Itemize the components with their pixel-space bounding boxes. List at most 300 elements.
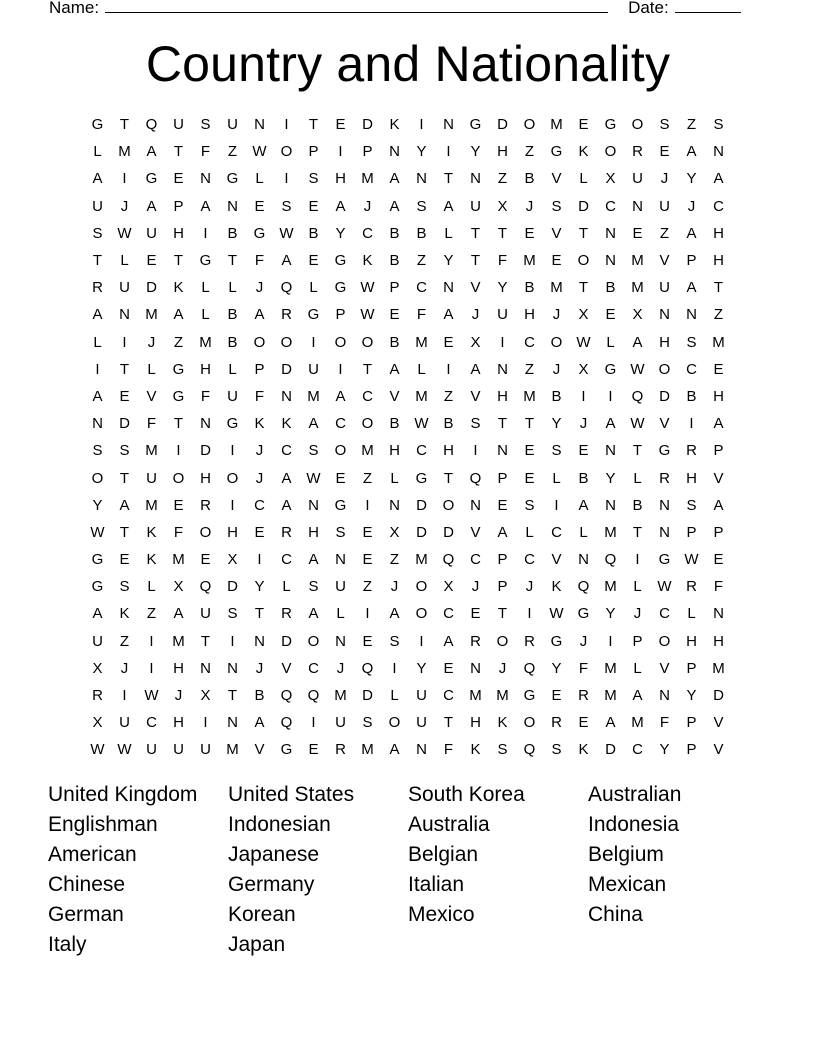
grid-letter[interactable]: E bbox=[173, 170, 184, 188]
grid-letter[interactable]: D bbox=[362, 116, 373, 134]
grid-letter[interactable]: C bbox=[551, 523, 562, 541]
grid-letter[interactable]: W bbox=[144, 687, 159, 705]
grid-letter[interactable]: T bbox=[119, 116, 130, 134]
grid-letter[interactable]: K bbox=[497, 714, 508, 732]
grid-letter[interactable]: I bbox=[689, 415, 694, 433]
grid-letter[interactable]: I bbox=[554, 496, 559, 514]
grid-letter[interactable]: B bbox=[227, 306, 238, 324]
grid-letter[interactable]: I bbox=[284, 116, 289, 134]
grid-letter[interactable]: F bbox=[659, 714, 670, 732]
grid-letter[interactable]: O bbox=[199, 523, 212, 541]
grid-letter[interactable]: I bbox=[419, 116, 424, 134]
grid-letter[interactable]: Q bbox=[442, 551, 455, 569]
grid-letter[interactable]: F bbox=[713, 578, 724, 596]
grid-letter[interactable]: P bbox=[308, 143, 319, 161]
grid-letter[interactable]: E bbox=[200, 551, 211, 569]
grid-letter[interactable]: C bbox=[470, 551, 481, 569]
grid-letter[interactable]: H bbox=[497, 387, 508, 405]
grid-letter[interactable]: N bbox=[470, 170, 481, 188]
grid-letter[interactable]: Y bbox=[497, 279, 508, 297]
grid-letter[interactable]: E bbox=[335, 116, 346, 134]
grid-letter[interactable]: T bbox=[173, 252, 184, 270]
grid-letter[interactable]: G bbox=[226, 170, 239, 188]
grid-letter[interactable]: D bbox=[227, 578, 238, 596]
grid-letter[interactable]: D bbox=[713, 687, 724, 705]
grid-letter[interactable]: O bbox=[388, 714, 401, 732]
grid-letter[interactable]: G bbox=[577, 605, 590, 623]
grid-letter[interactable]: H bbox=[713, 224, 724, 242]
grid-letter[interactable]: E bbox=[308, 741, 319, 759]
grid-letter[interactable]: H bbox=[227, 523, 238, 541]
grid-letter[interactable]: M bbox=[145, 306, 158, 324]
grid-letter[interactable]: P bbox=[389, 279, 400, 297]
grid-letter[interactable]: R bbox=[281, 306, 292, 324]
grid-letter[interactable]: A bbox=[578, 496, 589, 514]
grid-letter[interactable]: U bbox=[227, 116, 238, 134]
grid-letter[interactable]: C bbox=[146, 714, 157, 732]
grid-letter[interactable]: V bbox=[659, 252, 670, 270]
grid-letter[interactable]: D bbox=[416, 496, 427, 514]
grid-letter[interactable]: F bbox=[497, 252, 508, 270]
grid-letter[interactable]: M bbox=[469, 687, 482, 705]
grid-letter[interactable]: Z bbox=[659, 224, 670, 242]
grid-letter[interactable]: G bbox=[280, 741, 293, 759]
grid-letter[interactable]: M bbox=[307, 387, 320, 405]
grid-letter[interactable]: C bbox=[254, 496, 265, 514]
grid-letter[interactable]: M bbox=[631, 252, 644, 270]
grid-letter[interactable]: C bbox=[524, 551, 535, 569]
grid-letter[interactable]: M bbox=[631, 714, 644, 732]
grid-letter[interactable]: M bbox=[604, 523, 617, 541]
grid-letter[interactable]: I bbox=[608, 632, 613, 650]
grid-letter[interactable]: O bbox=[280, 333, 293, 351]
grid-letter[interactable]: M bbox=[172, 551, 185, 569]
grid-letter[interactable]: S bbox=[119, 442, 130, 460]
grid-letter[interactable]: K bbox=[470, 741, 481, 759]
grid-letter[interactable]: I bbox=[500, 333, 505, 351]
grid-letter[interactable]: E bbox=[578, 442, 589, 460]
grid-letter[interactable]: D bbox=[416, 523, 427, 541]
grid-letter[interactable]: F bbox=[254, 387, 265, 405]
grid-letter[interactable]: A bbox=[119, 496, 130, 514]
grid-letter[interactable]: H bbox=[497, 143, 508, 161]
grid-letter[interactable]: J bbox=[579, 632, 588, 650]
grid-letter[interactable]: G bbox=[415, 469, 428, 487]
grid-letter[interactable]: I bbox=[230, 632, 235, 650]
grid-letter[interactable]: N bbox=[227, 659, 238, 677]
grid-letter[interactable]: K bbox=[146, 551, 157, 569]
grid-letter[interactable]: L bbox=[633, 469, 642, 487]
grid-letter[interactable]: E bbox=[659, 143, 670, 161]
grid-letter[interactable]: O bbox=[415, 605, 428, 623]
grid-letter[interactable]: T bbox=[632, 523, 643, 541]
grid-letter[interactable]: P bbox=[686, 523, 697, 541]
grid-letter[interactable]: U bbox=[632, 170, 643, 188]
grid-letter[interactable]: T bbox=[119, 469, 130, 487]
grid-letter[interactable]: E bbox=[362, 632, 373, 650]
grid-letter[interactable]: G bbox=[658, 442, 671, 460]
grid-letter[interactable]: W bbox=[549, 605, 564, 623]
grid-letter[interactable]: N bbox=[92, 415, 103, 433]
grid-letter[interactable]: U bbox=[173, 741, 184, 759]
grid-letter[interactable]: Q bbox=[361, 659, 374, 677]
name-field[interactable] bbox=[105, 0, 608, 13]
grid-letter[interactable]: C bbox=[443, 605, 454, 623]
grid-letter[interactable]: B bbox=[578, 469, 589, 487]
grid-letter[interactable]: A bbox=[308, 551, 319, 569]
grid-letter[interactable]: C bbox=[605, 197, 616, 215]
grid-letter[interactable]: Q bbox=[469, 469, 482, 487]
grid-letter[interactable]: S bbox=[470, 415, 481, 433]
grid-letter[interactable]: Y bbox=[416, 143, 427, 161]
grid-letter[interactable]: K bbox=[551, 578, 562, 596]
grid-letter[interactable]: Y bbox=[686, 687, 697, 705]
grid-letter[interactable]: E bbox=[524, 442, 535, 460]
grid-letter[interactable]: V bbox=[659, 659, 670, 677]
grid-letter[interactable]: B bbox=[389, 252, 400, 270]
grid-letter[interactable]: H bbox=[443, 442, 454, 460]
grid-letter[interactable]: L bbox=[336, 605, 345, 623]
grid-letter[interactable]: E bbox=[362, 523, 373, 541]
grid-letter[interactable]: I bbox=[608, 387, 613, 405]
grid-letter[interactable]: R bbox=[281, 523, 292, 541]
grid-letter[interactable]: L bbox=[633, 578, 642, 596]
grid-letter[interactable]: V bbox=[470, 387, 481, 405]
grid-letter[interactable]: N bbox=[200, 415, 211, 433]
grid-letter[interactable]: K bbox=[146, 523, 157, 541]
grid-letter[interactable]: N bbox=[659, 523, 670, 541]
grid-letter[interactable]: B bbox=[227, 224, 238, 242]
grid-letter[interactable]: P bbox=[173, 197, 184, 215]
grid-letter[interactable]: Y bbox=[605, 605, 616, 623]
grid-letter[interactable]: R bbox=[470, 632, 481, 650]
grid-letter[interactable]: J bbox=[255, 659, 264, 677]
grid-letter[interactable]: T bbox=[497, 224, 508, 242]
grid-letter[interactable]: M bbox=[226, 741, 239, 759]
grid-letter[interactable]: J bbox=[633, 605, 642, 623]
grid-letter[interactable]: T bbox=[470, 224, 481, 242]
grid-letter[interactable]: L bbox=[228, 360, 237, 378]
grid-letter[interactable]: U bbox=[200, 741, 211, 759]
grid-letter[interactable]: P bbox=[362, 143, 373, 161]
grid-letter[interactable]: L bbox=[525, 523, 534, 541]
grid-letter[interactable]: A bbox=[497, 523, 508, 541]
grid-letter[interactable]: J bbox=[552, 306, 561, 324]
grid-letter[interactable]: N bbox=[416, 170, 427, 188]
grid-letter[interactable]: W bbox=[117, 224, 132, 242]
grid-letter[interactable]: N bbox=[200, 659, 211, 677]
grid-letter[interactable]: C bbox=[659, 605, 670, 623]
grid-letter[interactable]: A bbox=[632, 687, 643, 705]
grid-letter[interactable]: N bbox=[254, 632, 265, 650]
grid-letter[interactable]: Z bbox=[227, 143, 238, 161]
grid-letter[interactable]: E bbox=[119, 387, 130, 405]
grid-letter[interactable]: R bbox=[335, 741, 346, 759]
grid-letter[interactable]: N bbox=[227, 714, 238, 732]
grid-letter[interactable]: Y bbox=[659, 741, 670, 759]
grid-letter[interactable]: E bbox=[524, 224, 535, 242]
grid-letter[interactable]: J bbox=[147, 333, 156, 351]
grid-letter[interactable]: C bbox=[362, 224, 373, 242]
grid-letter[interactable]: X bbox=[92, 714, 103, 732]
grid-letter[interactable]: X bbox=[605, 170, 616, 188]
grid-letter[interactable]: T bbox=[200, 632, 211, 650]
grid-letter[interactable]: P bbox=[686, 741, 697, 759]
grid-letter[interactable]: S bbox=[92, 224, 103, 242]
grid-letter[interactable]: L bbox=[201, 306, 210, 324]
grid-letter[interactable]: S bbox=[92, 442, 103, 460]
grid-letter[interactable]: G bbox=[199, 252, 212, 270]
grid-letter[interactable]: H bbox=[686, 469, 697, 487]
grid-letter[interactable]: N bbox=[686, 306, 697, 324]
grid-letter[interactable]: M bbox=[712, 659, 725, 677]
grid-letter[interactable]: Z bbox=[443, 387, 454, 405]
grid-letter[interactable]: G bbox=[550, 143, 563, 161]
grid-letter[interactable]: U bbox=[659, 197, 670, 215]
grid-letter[interactable]: N bbox=[632, 197, 643, 215]
grid-letter[interactable]: L bbox=[579, 523, 588, 541]
grid-letter[interactable]: O bbox=[172, 469, 185, 487]
grid-letter[interactable]: N bbox=[227, 197, 238, 215]
grid-letter[interactable]: F bbox=[416, 306, 427, 324]
grid-letter[interactable]: C bbox=[632, 741, 643, 759]
grid-letter[interactable]: T bbox=[713, 279, 724, 297]
grid-letter[interactable]: U bbox=[173, 116, 184, 134]
grid-letter[interactable]: B bbox=[308, 224, 319, 242]
grid-letter[interactable]: Y bbox=[605, 469, 616, 487]
grid-letter[interactable]: T bbox=[119, 523, 130, 541]
grid-letter[interactable]: N bbox=[389, 496, 400, 514]
grid-letter[interactable]: N bbox=[605, 442, 616, 460]
grid-letter[interactable]: Q bbox=[199, 578, 212, 596]
grid-letter[interactable]: G bbox=[523, 687, 536, 705]
grid-letter[interactable]: B bbox=[524, 279, 535, 297]
grid-letter[interactable]: B bbox=[686, 387, 697, 405]
grid-letter[interactable]: Y bbox=[443, 252, 454, 270]
grid-letter[interactable]: F bbox=[200, 387, 211, 405]
grid-letter[interactable]: M bbox=[361, 170, 374, 188]
grid-letter[interactable]: U bbox=[119, 714, 130, 732]
grid-letter[interactable]: V bbox=[146, 387, 157, 405]
grid-letter[interactable]: B bbox=[389, 333, 400, 351]
grid-letter[interactable]: G bbox=[172, 387, 185, 405]
grid-letter[interactable]: U bbox=[146, 741, 157, 759]
grid-letter[interactable]: E bbox=[146, 252, 157, 270]
grid-letter[interactable]: B bbox=[416, 224, 427, 242]
grid-letter[interactable]: A bbox=[308, 605, 319, 623]
grid-letter[interactable]: S bbox=[551, 442, 562, 460]
grid-letter[interactable]: O bbox=[550, 333, 563, 351]
grid-letter[interactable]: D bbox=[281, 632, 292, 650]
grid-letter[interactable]: H bbox=[713, 387, 724, 405]
grid-letter[interactable]: I bbox=[527, 605, 532, 623]
grid-letter[interactable]: W bbox=[306, 469, 321, 487]
grid-letter[interactable]: Q bbox=[280, 687, 293, 705]
grid-letter[interactable]: T bbox=[578, 224, 589, 242]
grid-letter[interactable]: G bbox=[226, 415, 239, 433]
grid-letter[interactable]: G bbox=[658, 551, 671, 569]
grid-letter[interactable]: J bbox=[255, 442, 264, 460]
grid-letter[interactable]: K bbox=[119, 605, 130, 623]
grid-letter[interactable]: U bbox=[92, 197, 103, 215]
grid-letter[interactable]: L bbox=[228, 279, 237, 297]
grid-letter[interactable]: H bbox=[335, 170, 346, 188]
grid-letter[interactable]: E bbox=[632, 224, 643, 242]
grid-letter[interactable]: N bbox=[308, 496, 319, 514]
grid-letter[interactable]: C bbox=[281, 442, 292, 460]
grid-letter[interactable]: K bbox=[254, 415, 265, 433]
grid-letter[interactable]: S bbox=[362, 714, 373, 732]
grid-letter[interactable]: Y bbox=[92, 496, 103, 514]
grid-letter[interactable]: G bbox=[91, 551, 104, 569]
grid-letter[interactable]: Z bbox=[686, 116, 697, 134]
grid-letter[interactable]: I bbox=[230, 496, 235, 514]
grid-letter[interactable]: J bbox=[390, 578, 399, 596]
grid-letter[interactable]: R bbox=[686, 442, 697, 460]
grid-letter[interactable]: R bbox=[578, 687, 589, 705]
grid-letter[interactable]: O bbox=[361, 415, 374, 433]
grid-letter[interactable]: J bbox=[525, 578, 534, 596]
grid-letter[interactable]: P bbox=[713, 442, 724, 460]
grid-letter[interactable]: I bbox=[149, 659, 154, 677]
grid-letter[interactable]: O bbox=[658, 632, 671, 650]
grid-letter[interactable]: B bbox=[551, 387, 562, 405]
grid-letter[interactable]: N bbox=[659, 496, 670, 514]
grid-letter[interactable]: Z bbox=[362, 469, 373, 487]
grid-letter[interactable]: I bbox=[149, 632, 154, 650]
grid-letter[interactable]: E bbox=[551, 252, 562, 270]
grid-letter[interactable]: A bbox=[389, 170, 400, 188]
grid-letter[interactable]: G bbox=[334, 496, 347, 514]
grid-letter[interactable]: L bbox=[390, 469, 399, 487]
grid-letter[interactable]: L bbox=[282, 578, 291, 596]
grid-letter[interactable]: E bbox=[470, 605, 481, 623]
grid-letter[interactable]: X bbox=[470, 333, 481, 351]
grid-letter[interactable]: N bbox=[470, 496, 481, 514]
grid-letter[interactable]: V bbox=[470, 279, 481, 297]
grid-letter[interactable]: S bbox=[200, 116, 211, 134]
grid-letter[interactable]: R bbox=[686, 578, 697, 596]
grid-letter[interactable]: E bbox=[254, 197, 265, 215]
grid-letter[interactable]: J bbox=[525, 197, 534, 215]
grid-letter[interactable]: U bbox=[308, 360, 319, 378]
grid-letter[interactable]: C bbox=[416, 279, 427, 297]
grid-letter[interactable]: X bbox=[92, 659, 103, 677]
grid-letter[interactable]: X bbox=[578, 306, 589, 324]
grid-letter[interactable]: W bbox=[684, 551, 699, 569]
grid-letter[interactable]: D bbox=[119, 415, 130, 433]
grid-letter[interactable]: L bbox=[552, 469, 561, 487]
grid-letter[interactable]: A bbox=[389, 360, 400, 378]
grid-letter[interactable]: A bbox=[308, 415, 319, 433]
grid-letter[interactable]: F bbox=[254, 252, 265, 270]
grid-letter[interactable]: Y bbox=[470, 143, 481, 161]
grid-letter[interactable]: H bbox=[173, 224, 184, 242]
grid-letter[interactable]: G bbox=[172, 360, 185, 378]
grid-letter[interactable]: B bbox=[227, 333, 238, 351]
grid-letter[interactable]: T bbox=[92, 252, 103, 270]
grid-letter[interactable]: P bbox=[254, 360, 265, 378]
grid-letter[interactable]: S bbox=[686, 333, 697, 351]
grid-letter[interactable]: O bbox=[361, 333, 374, 351]
grid-letter[interactable]: N bbox=[443, 116, 454, 134]
grid-letter[interactable]: K bbox=[578, 741, 589, 759]
grid-letter[interactable]: X bbox=[200, 687, 211, 705]
grid-letter[interactable]: R bbox=[281, 605, 292, 623]
grid-letter[interactable]: R bbox=[200, 496, 211, 514]
grid-letter[interactable]: D bbox=[281, 360, 292, 378]
grid-letter[interactable]: O bbox=[280, 143, 293, 161]
grid-letter[interactable]: I bbox=[581, 387, 586, 405]
grid-letter[interactable]: E bbox=[605, 306, 616, 324]
grid-letter[interactable]: W bbox=[90, 741, 105, 759]
grid-letter[interactable]: I bbox=[230, 442, 235, 460]
grid-letter[interactable]: T bbox=[632, 442, 643, 460]
grid-letter[interactable]: W bbox=[90, 523, 105, 541]
grid-letter[interactable]: E bbox=[713, 360, 724, 378]
grid-letter[interactable]: K bbox=[173, 279, 184, 297]
grid-letter[interactable]: R bbox=[659, 469, 670, 487]
grid-letter[interactable]: Y bbox=[254, 578, 265, 596]
grid-letter[interactable]: I bbox=[473, 442, 478, 460]
grid-letter[interactable]: D bbox=[578, 197, 589, 215]
grid-letter[interactable]: J bbox=[552, 360, 561, 378]
grid-letter[interactable]: U bbox=[416, 714, 427, 732]
grid-letter[interactable]: E bbox=[389, 306, 400, 324]
grid-letter[interactable]: O bbox=[334, 333, 347, 351]
grid-letter[interactable]: D bbox=[146, 279, 157, 297]
grid-letter[interactable]: H bbox=[713, 252, 724, 270]
grid-letter[interactable]: V bbox=[713, 714, 724, 732]
grid-letter[interactable]: G bbox=[604, 116, 617, 134]
grid-letter[interactable]: Z bbox=[362, 578, 373, 596]
grid-letter[interactable]: S bbox=[308, 170, 319, 188]
grid-letter[interactable]: H bbox=[173, 714, 184, 732]
grid-letter[interactable]: A bbox=[470, 360, 481, 378]
grid-letter[interactable]: A bbox=[335, 387, 346, 405]
grid-letter[interactable]: I bbox=[365, 496, 370, 514]
grid-letter[interactable]: J bbox=[120, 197, 129, 215]
grid-letter[interactable]: J bbox=[660, 170, 669, 188]
grid-letter[interactable]: M bbox=[145, 442, 158, 460]
grid-letter[interactable]: P bbox=[713, 523, 724, 541]
grid-letter[interactable]: E bbox=[524, 469, 535, 487]
grid-letter[interactable]: S bbox=[119, 578, 130, 596]
grid-letter[interactable]: P bbox=[686, 714, 697, 732]
grid-letter[interactable]: M bbox=[550, 279, 563, 297]
grid-letter[interactable]: K bbox=[389, 116, 400, 134]
grid-letter[interactable]: Z bbox=[524, 360, 535, 378]
grid-letter[interactable]: G bbox=[550, 632, 563, 650]
grid-letter[interactable]: A bbox=[389, 605, 400, 623]
grid-letter[interactable]: S bbox=[524, 496, 535, 514]
grid-letter[interactable]: D bbox=[200, 442, 211, 460]
grid-letter[interactable]: V bbox=[254, 741, 265, 759]
grid-letter[interactable]: I bbox=[419, 632, 424, 650]
grid-letter[interactable]: N bbox=[605, 252, 616, 270]
grid-letter[interactable]: R bbox=[632, 143, 643, 161]
grid-letter[interactable]: G bbox=[469, 116, 482, 134]
grid-letter[interactable]: A bbox=[389, 741, 400, 759]
grid-letter[interactable]: W bbox=[360, 279, 375, 297]
grid-letter[interactable]: A bbox=[632, 333, 643, 351]
grid-letter[interactable]: A bbox=[146, 197, 157, 215]
grid-letter[interactable]: L bbox=[687, 605, 696, 623]
grid-letter[interactable]: P bbox=[497, 469, 508, 487]
grid-letter[interactable]: M bbox=[523, 387, 536, 405]
grid-letter[interactable]: O bbox=[307, 632, 320, 650]
grid-letter[interactable]: T bbox=[443, 170, 454, 188]
